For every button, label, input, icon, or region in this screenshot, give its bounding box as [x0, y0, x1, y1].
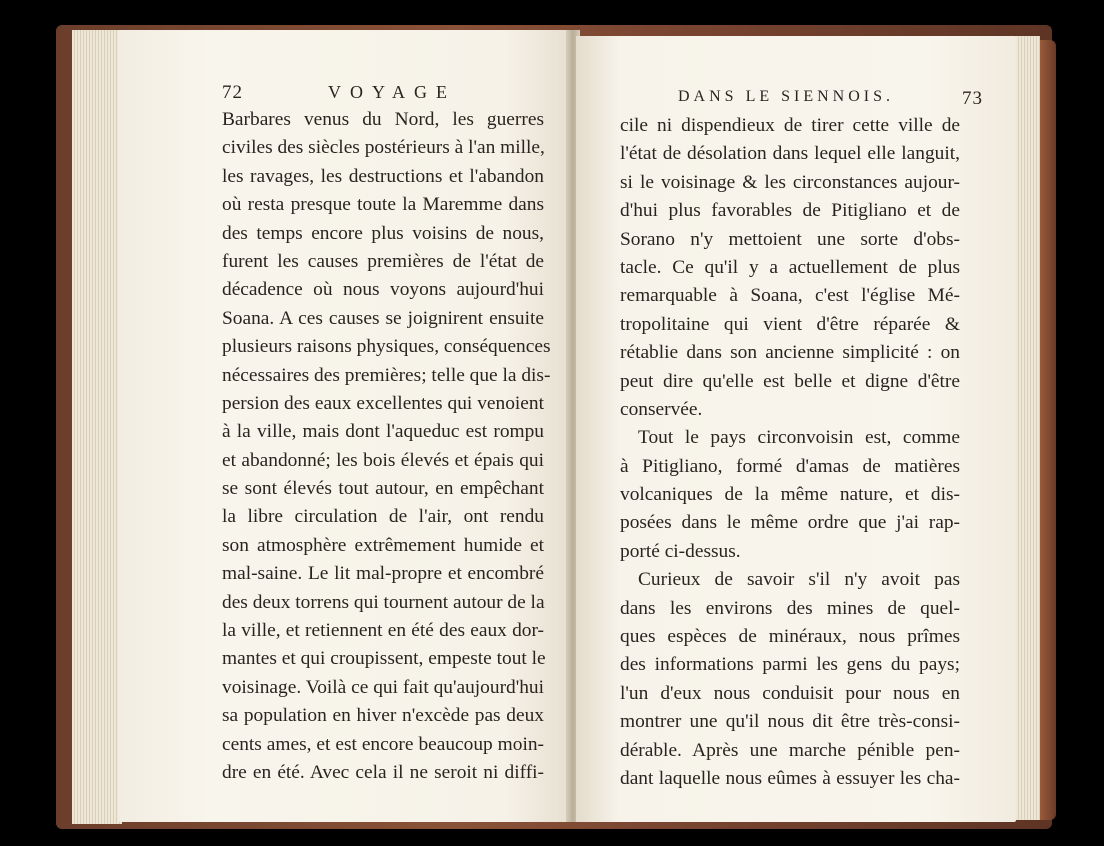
text-line: Curieux de savoir s'il n'y avoit pas: [638, 569, 960, 591]
text-line: civiles des siècles postérieurs à l'an mille,: [222, 137, 545, 159]
right-page: [576, 36, 1016, 822]
text-line: et abandonné; les bois élevés et épais qui: [222, 449, 544, 471]
text-line: peut dire qu'elle est belle et digne d'être: [620, 370, 960, 392]
text-line: d'hui plus favorables de Pitigliano et de: [620, 200, 960, 222]
text-line: des temps encore plus voisins de nous,: [222, 222, 544, 244]
text-line: dans les environs des mines de quel-: [620, 597, 960, 619]
text-line: sa population en hiver n'excède pas deux: [222, 705, 544, 727]
text-line: voisinage. Voilà ce qui fait qu'aujourd'hui: [222, 676, 544, 698]
text-line: furent les causes premières de l'état de: [222, 250, 544, 272]
text-line: à Pitigliano, formé d'amas de matières: [620, 455, 960, 477]
text-line: la libre circulation de l'air, ont rendu: [222, 506, 544, 528]
text-line: Tout le pays circonvoisin est, comme: [638, 427, 960, 449]
text-line: dre en été. Avec cela il ne seroit ni diffi-: [222, 761, 544, 783]
text-line: les ravages, les destructions et l'abandon: [222, 165, 544, 187]
text-line: montrer une qu'il nous dit être très-consi-: [620, 711, 960, 733]
text-line: se sont élevés tout autour, en empêchant: [222, 478, 544, 500]
text-line: Soana. A ces causes se joignirent ensuite: [222, 307, 544, 329]
text-line: mantes et qui croupissent, empeste tout le: [222, 648, 546, 670]
text-line: volcaniques de la même nature, et dis-: [620, 484, 960, 506]
text-line: l'état de désolation dans lequel elle languit,: [620, 143, 960, 165]
text-line: Sorano n'y mettoient une sorte d'obs-: [620, 228, 960, 250]
text-line: si le voisinage & les circonstances aujour-: [620, 171, 960, 193]
text-line: des informations parmi les gens du pays;: [620, 654, 960, 676]
text-line: décadence où nous voyons aujourd'hui: [222, 279, 544, 301]
text-line: son atmosphère extrêmement humide et: [222, 534, 544, 556]
text-line: persion des eaux excellentes qui venoient: [222, 392, 544, 414]
text-line: porté ci-dessus.: [620, 540, 741, 562]
left-page: [118, 30, 572, 822]
text-line: dérable. Après une marche pénible pen-: [620, 739, 960, 761]
right-page-number: 73: [962, 88, 983, 109]
text-line: dant laquelle nous eûmes à essuyer les cha-: [620, 767, 960, 789]
text-line: cile ni dispendieux de tirer cette ville de: [620, 115, 960, 136]
left-body-text: [222, 106, 551, 787]
page-edges-right: [1012, 36, 1040, 820]
text-line: conservée.: [620, 398, 703, 420]
text-line: tacle. Ce qu'il y a actuellement de plus: [620, 256, 960, 278]
text-line: tropolitaine qui vient d'être réparée &: [620, 313, 960, 335]
text-line: nécessaires des premières; telle que la dis-: [222, 364, 551, 386]
book-cover-edge: [1038, 40, 1056, 820]
right-body-text: [620, 112, 960, 793]
text-line: rétablie dans son ancienne simplicité : on: [620, 342, 960, 364]
left-running-title: VOYAGE: [328, 82, 456, 102]
text-line: où resta presque toute la Maremme dans: [222, 194, 544, 216]
text-line: Barbares venus du Nord, les guerres: [222, 109, 544, 130]
text-line: posées dans le même ordre que j'ai rap-: [620, 512, 960, 534]
text-line: à la ville, mais dont l'aqueduc est rompu: [222, 421, 544, 443]
text-line: plusieurs raisons physiques, conséquences: [222, 336, 551, 358]
right-running-title: DANS LE SIENNOIS.: [678, 88, 894, 105]
text-line: des deux torrens qui tournent autour de la: [222, 591, 545, 613]
text-line: la ville, et retiennent en été des eaux dor-: [222, 620, 544, 642]
text-line: cents ames, et est encore beaucoup moin-: [222, 733, 544, 755]
text-line: mal-saine. Le lit mal-propre et encombré: [222, 563, 544, 585]
page-edges-left: [72, 30, 122, 824]
text-line: remarquable à Soana, c'est l'église Mé-: [620, 285, 960, 307]
left-page-number: 72: [222, 82, 243, 103]
text-line: l'un d'eux nous conduisit pour nous en: [620, 682, 960, 704]
text-line: ques espèces de minéraux, nous prîmes: [620, 626, 960, 648]
